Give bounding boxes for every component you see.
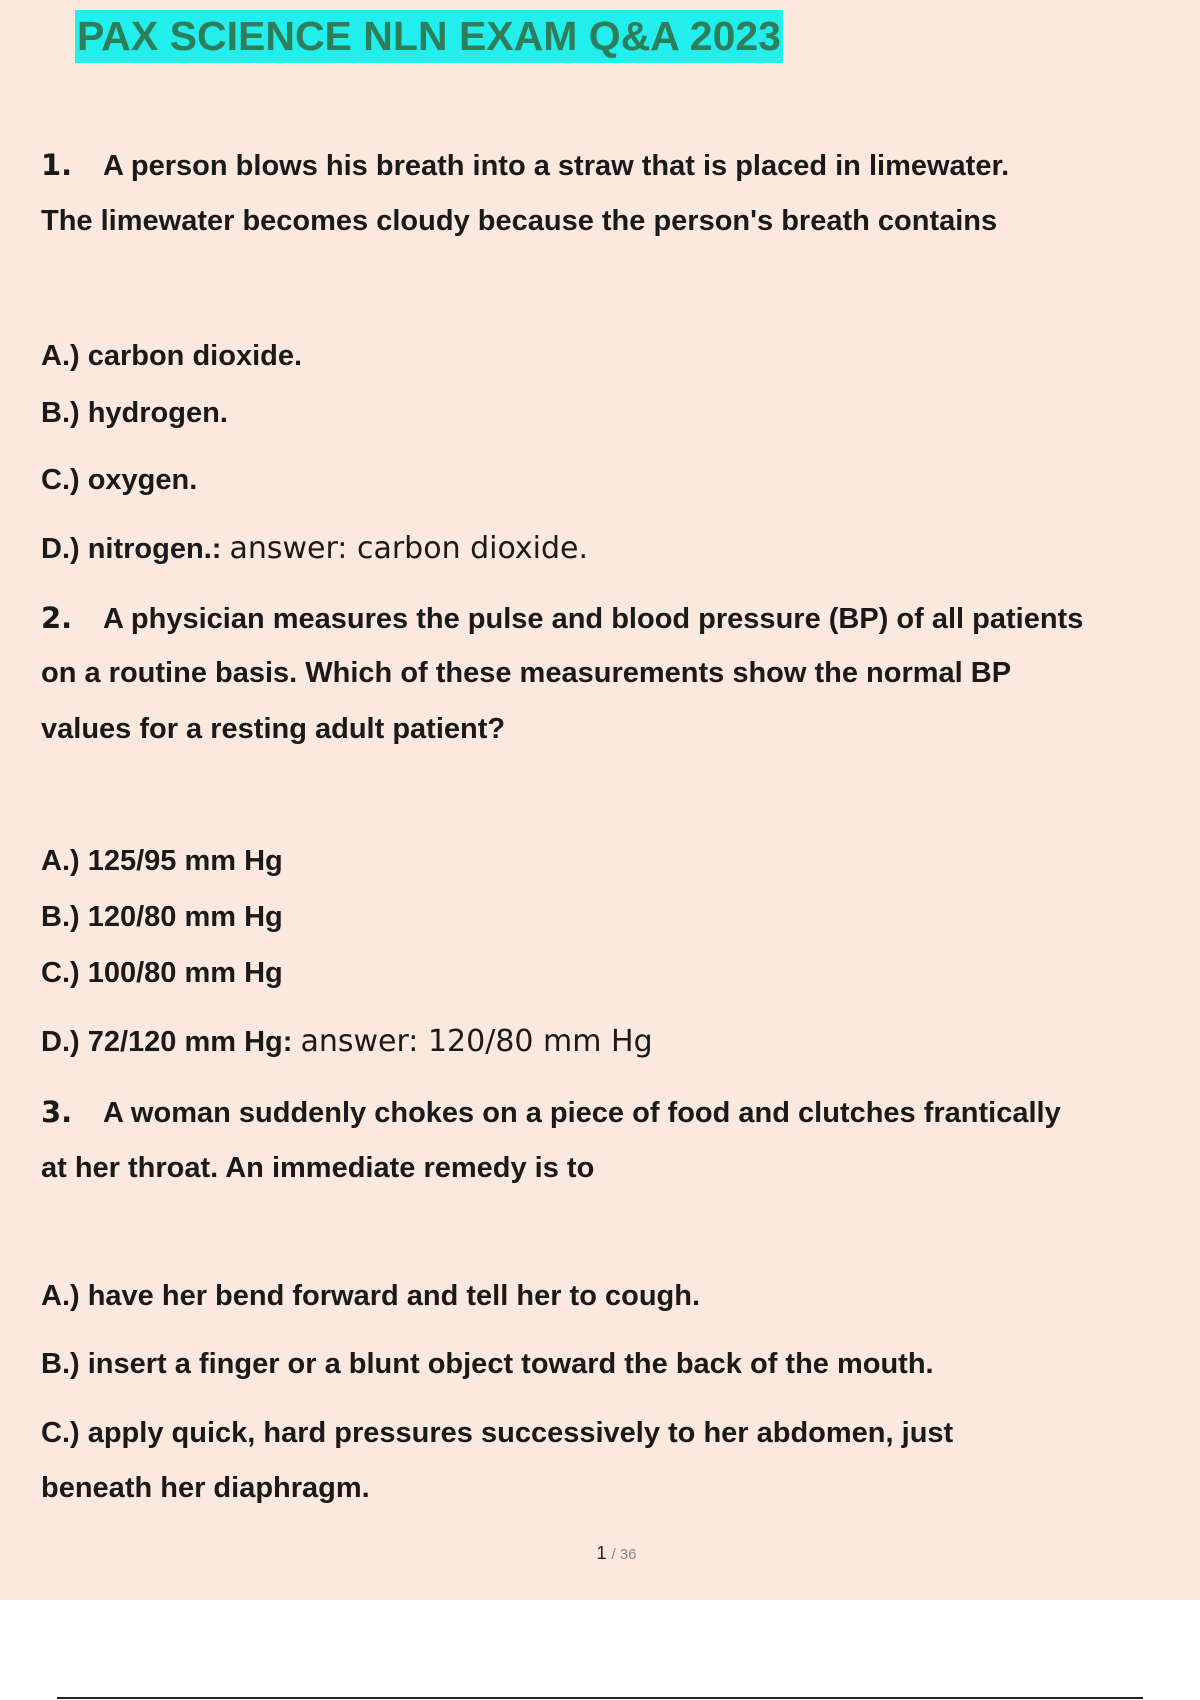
page-divider bbox=[57, 1697, 1143, 1699]
question-2-option-a: A.) 125/95 mm Hg bbox=[41, 845, 283, 877]
question-2-answer: answer: 120/80 mm Hg bbox=[300, 1024, 653, 1059]
question-1-number: 1. bbox=[41, 148, 73, 182]
question-2-option-b: B.) 120/80 mm Hg bbox=[41, 901, 283, 933]
question-3-option-b: B.) insert a finger or a blunt object toward the back of the mouth. bbox=[41, 1348, 934, 1380]
question-2-line-3: values for a resting adult patient? bbox=[41, 713, 506, 745]
page-current: 1 bbox=[596, 1543, 607, 1563]
question-1-option-b: B.) hydrogen. bbox=[41, 397, 228, 429]
page-total: / 36 bbox=[611, 1546, 637, 1563]
question-1-answer: answer: carbon dioxide. bbox=[229, 531, 589, 566]
question-3-option-a: A.) have her bend forward and tell her to cough. bbox=[41, 1280, 701, 1312]
question-2-option-c: C.) 100/80 mm Hg bbox=[41, 957, 283, 989]
question-3-number: 3. bbox=[41, 1095, 73, 1129]
question-3-line-2: at her throat. An immediate remedy is to bbox=[41, 1152, 595, 1184]
question-1-line-1 bbox=[41, 148, 1009, 183]
question-3-line-1 bbox=[41, 1095, 1061, 1130]
question-2-line-1 bbox=[41, 601, 1083, 636]
page-number bbox=[0, 1543, 1200, 1564]
question-2-option-d-text: D.) 72/120 mm Hg: bbox=[41, 1026, 293, 1058]
question-1-option-d-text: D.) nitrogen.: bbox=[41, 533, 222, 565]
question-2-line-2: on a routine basis. Which of these measurements show the normal BP bbox=[41, 657, 1012, 689]
question-2-text-1: A physician measures the pulse and blood pressure (BP) of all patients bbox=[103, 603, 1084, 635]
question-3-option-c: C.) apply quick, hard pressures successively to her abdomen, just bbox=[41, 1417, 954, 1449]
question-1-option-c: C.) oxygen. bbox=[41, 464, 198, 496]
question-2-number: 2. bbox=[41, 601, 73, 635]
document-title: PAX SCIENCE NLN EXAM Q&A 2023 bbox=[75, 10, 783, 63]
question-2-option-d bbox=[41, 1024, 653, 1059]
question-1-line-2: The limewater becomes cloudy because the person's breath contains bbox=[41, 205, 998, 237]
question-1-option-d bbox=[41, 531, 588, 566]
question-3-text-1: A woman suddenly chokes on a piece of food and clutches frantically bbox=[103, 1097, 1061, 1129]
question-1-option-a: A.) carbon dioxide. bbox=[41, 340, 303, 372]
question-1-text-1: A person blows his breath into a straw that is placed in limewater. bbox=[103, 150, 1010, 182]
question-3-option-c-continued: beneath her diaphragm. bbox=[41, 1472, 370, 1504]
